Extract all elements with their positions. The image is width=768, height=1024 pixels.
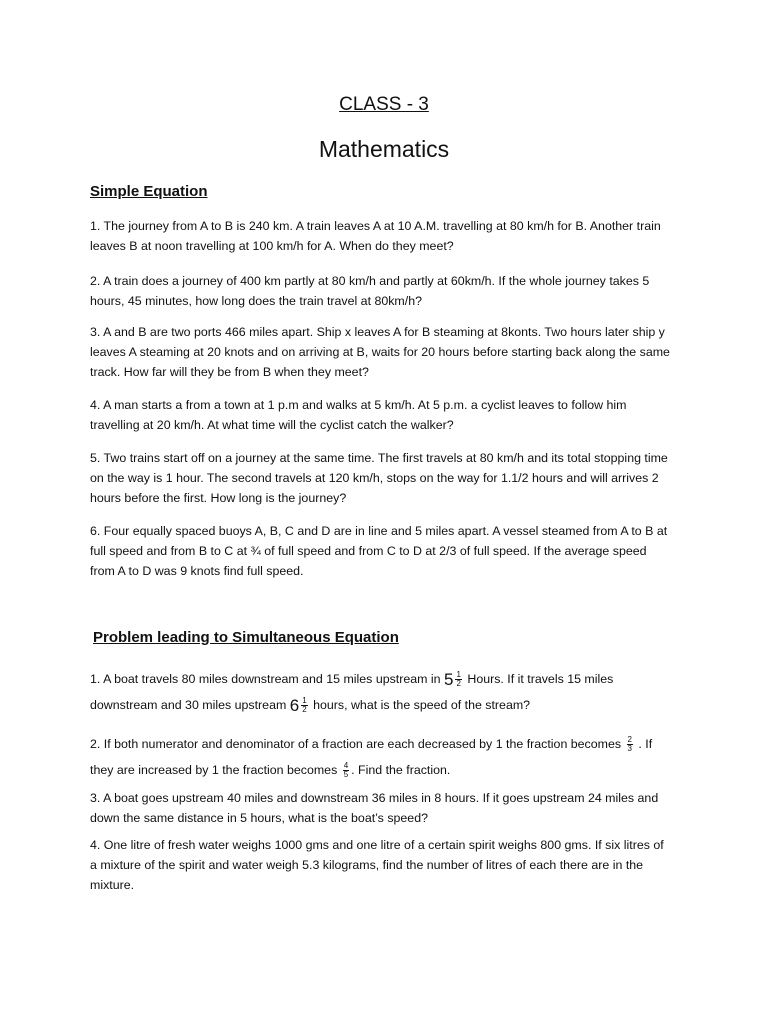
question-simple-1: 1. The journey from A to B is 240 km. A train leaves A at 10 A.M. travelling at 80 km/h for B. Another train leaves B at noon travelling at 100 km/h for A. When do they meet? [90,219,661,253]
fraction [301,697,307,714]
fraction-denominator: 2 [456,679,461,689]
question-text: Hours. If it travels 15 miles downstream and 30 miles upstream [90,672,614,712]
subject-title: Mathematics [318,136,450,162]
fraction-numerator: 1 [456,670,461,680]
question-simple-3: 3. A and B are two ports 466 miles apart. Ship x leaves A for B steaming at 8konts. Two hours later ship y leaves A steaming at 20 knots and on arriving at B, waits for 20 hours before starting back along the same track. How far will they be from B when they meet? [90,325,670,379]
question-simple-6: 6. Four equally spaced buoys A, B, C and D are in line and 5 miles apart. A vessel steamed from A to B at full speed and from B to C at ¾ of full speed and from C to D at 2/3 of full speed. If the average speed from A to D was 9 knots find full speed. [90,524,668,578]
fraction-denominator: 5 [343,770,349,780]
fraction [455,671,461,688]
fraction-numerator: 1 [302,696,307,706]
mixed-fraction [290,696,310,716]
fraction-numerator: 4 [343,761,349,771]
question-simple-4: 4. A man starts a from a town at 1 p.m and walks at 5 km/h. At 5 p.m. a cyclist leaves to follow him travelling at 20 km/h. At what time will the cyclist catch the walker? [90,398,627,432]
fraction [627,736,633,753]
question-simple-5: 5. Two trains start off on a journey at the same time. The first travels at 80 km/h and its total stopping time on the way is 1 hour. The second travels at 120 km/h, stops on the way for 1.1/2 hours and will arrives 2 hours before the first. How long is the journey? [90,451,668,505]
fraction-denominator: 2 [302,705,307,715]
fraction [343,762,349,779]
fraction-numerator: 2 [627,735,632,745]
question-simultaneous-4: 4. One litre of fresh water weighs 1000 gms and one litre of a certain spirit weighs 800 gms. If six litres of a mixture of the spirit and water weigh 5.3 kilograms, find the number of litres of each there are in the mixture. [90,838,664,892]
fraction-whole: 5 [444,669,454,689]
fraction-whole: 6 [289,695,300,715]
fraction-denominator: 3 [627,744,632,754]
mixed-fraction [444,670,464,690]
question-simultaneous-2 [90,731,670,783]
class-title: CLASS - 3 [339,94,429,115]
question-text: 2. If both numerator and denominator of a fraction are each decreased by 1 the fraction becomes [90,737,625,751]
question-simultaneous-1 [90,666,670,718]
question-text: . If they are increased by 1 the fraction becomes [90,737,653,777]
question-text: 1. A boat travels 80 miles downstream and 15 miles upstream in [90,672,444,686]
section-heading-simple-equation: Simple Equation [90,183,208,200]
question-simultaneous-3: 3. A boat goes upstream 40 miles and downstream 36 miles in 8 hours. If it goes upstream 24 miles and down the same distance in 5 hours, what is the boat’s speed? [90,791,659,825]
question-text: hours, what is the speed of the stream? [309,698,531,712]
question-text: . Find the fraction. [351,763,451,777]
question-simple-2: 2. A train does a journey of 400 km partly at 80 km/h and partly at 60km/h. If the whole journey takes 5 hours, 45 minutes, how long does the train travel at 80km/h? [90,274,650,308]
section-heading-simultaneous-equation: Problem leading to Simultaneous Equation [93,629,399,646]
